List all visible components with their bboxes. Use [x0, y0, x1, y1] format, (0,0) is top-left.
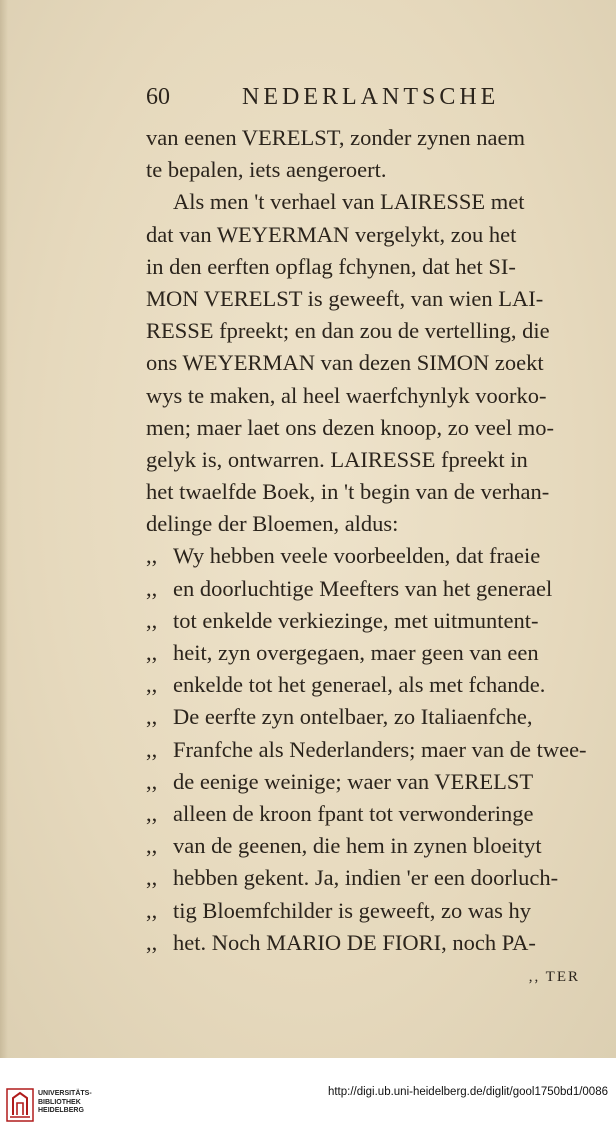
text-line: men; maer laet ons dezen knoop, zo veel mo- [146, 414, 554, 440]
quote-mark: ,, [146, 575, 158, 601]
quote-text: tig Bloemfchilder is geweeft, zo was hy [173, 897, 532, 923]
body-text [146, 122, 590, 995]
library-line: HEIDELBERG [38, 1107, 84, 1114]
quote-mark: ,, [146, 897, 158, 923]
quote-mark: ,, [146, 672, 158, 698]
quote-line [146, 766, 590, 798]
running-head: NEDERLANTSCHE [242, 84, 500, 110]
quote-line [146, 798, 590, 830]
quote-text: en doorluchtige Meefters van het generael [173, 575, 553, 601]
text-line: delinge der Bloemen, aldus: [146, 511, 399, 537]
quote-mark: ,, [146, 865, 158, 891]
text-line: te bepalen, iets aengeroert. [146, 157, 387, 183]
quote-text: van de geenen, die hem in zynen bloeityt [173, 833, 542, 859]
text-line: in den eerften opflag fchynen, dat het SI- [146, 253, 516, 279]
text-line: dat van WEYERMAN vergelykt, zou het [146, 221, 517, 247]
quote-mark: ,, [146, 833, 158, 859]
quote-text: Wy hebben veele voorbeelden, dat fraeie [173, 543, 541, 569]
quote-mark: ,, [146, 640, 158, 665]
quote-text: hebben gekent. Ja, indien 'er een doorluch- [173, 865, 559, 891]
text-line: Als men 't verhael van LAIRESSE met [173, 189, 525, 215]
quote-text: heit, zyn overgegaen, maer geen van een [173, 640, 539, 665]
quote-line [146, 573, 590, 605]
quote-line [146, 895, 590, 927]
quote-mark: ,, [146, 607, 158, 633]
quote-line [146, 637, 590, 669]
text-line: RESSE fpreekt; en dan zou de vertelling, die [146, 318, 550, 344]
text-line: ons WEYERMAN van dezen SIMON zoekt [146, 350, 544, 376]
library-line: UNIVERSITÄTS- [38, 1090, 92, 1097]
quote-line [146, 605, 590, 637]
library-logo-icon [6, 1088, 34, 1122]
page-header [146, 84, 500, 118]
text-line: van eenen VERELST, zonder zynen naem [146, 125, 526, 150]
quote-mark: ,, [146, 704, 158, 730]
quote-mark: ,, [146, 768, 158, 794]
quote-text: het. Noch MARIO DE FIORI, noch PA- [173, 929, 536, 955]
source-url-link[interactable]: http://digi.ub.uni-heidelberg.de/diglit/gool1750bd1/0086 [327, 1086, 608, 1098]
quote-line [146, 540, 590, 572]
quote-line [146, 734, 590, 766]
text-line: wys te maken, al heel waerfchynlyk voorko- [146, 382, 547, 408]
quote-mark: ,, [146, 800, 158, 826]
text-line: MON VERELST is geweeft, van wien LAI- [146, 285, 544, 311]
page-number: 60 [146, 84, 170, 110]
quote-line [146, 701, 590, 733]
quote-mark: ,, [146, 543, 158, 569]
quote-text: De eerfte zyn ontelbaer, zo Italiaenfche, [173, 704, 533, 730]
quote-text: tot enkelde verkiezinge, met uitmuntent- [173, 607, 539, 633]
text-line: het twaelfde Boek, in 't begin van de verhan- [146, 479, 550, 505]
quote-text: Franfche als Nederlanders; maer van de twee- [173, 736, 587, 762]
quote-mark: ,, [146, 929, 158, 955]
quote-mark: ,, [146, 736, 158, 762]
library-name [38, 1090, 92, 1116]
quote-text: enkelde tot het generael, als met fchande. [173, 672, 546, 698]
quote-line [146, 830, 590, 862]
quote-line [146, 669, 590, 701]
quote-text: de eenige weinige; waer van VERELST [173, 768, 534, 794]
library-line: BIBLIOTHEK [38, 1098, 81, 1106]
quote-text: alleen de kroon fpant tot verwonderinge [173, 800, 534, 826]
quote-line [146, 862, 590, 894]
catchword: ,, TER [528, 968, 580, 985]
quote-line [146, 927, 590, 959]
text-line: gelyk is, ontwarren. LAIRESSE fpreekt in [146, 446, 528, 472]
